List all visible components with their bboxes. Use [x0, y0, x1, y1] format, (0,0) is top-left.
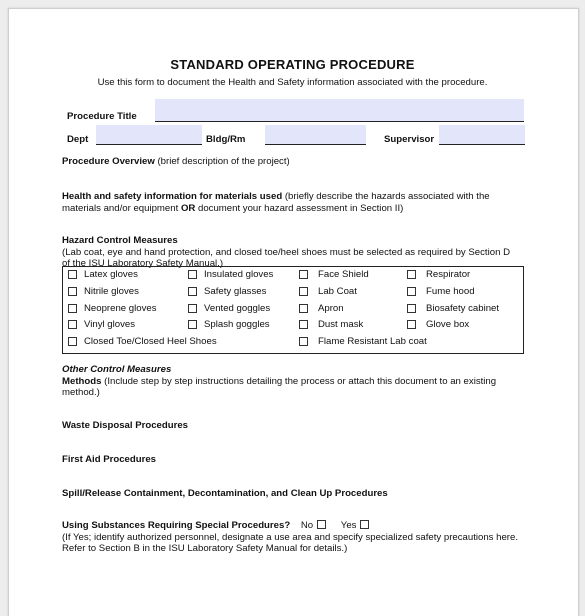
spill-label: Spill/Release Containment, Decontamination, and Clean Up Procedures [62, 488, 388, 499]
checkbox-label: Flame Resistant Lab coat [318, 336, 427, 347]
overview-label: Procedure Overview [62, 156, 155, 167]
first-aid-label: First Aid Procedures [62, 454, 157, 465]
bldg-field[interactable] [265, 125, 366, 145]
checkbox-label: Safety glasses [204, 286, 267, 297]
hazard-label: Hazard Control Measures [62, 235, 178, 246]
waste-section [62, 420, 188, 432]
methods-label: Methods [62, 375, 102, 387]
no-label: No [300, 520, 314, 531]
checkbox-label: Apron [318, 303, 344, 314]
health-label: Health and safety information for materials used [62, 191, 283, 202]
health-section [62, 191, 532, 214]
hazard-section-header [62, 235, 532, 270]
first-aid-section [62, 454, 156, 466]
special-label: Using Substances Requiring Special Procedures? [62, 520, 291, 531]
checkbox-label: Lab Coat [318, 286, 357, 297]
checkbox-vinyl-gloves[interactable] [68, 320, 77, 329]
checkbox-label: Vinyl gloves [84, 319, 136, 330]
hazard-hint-1: (Lab coat, eye and hand protection, and closed toe/heel shoes must be selected as required by Section D [62, 246, 510, 258]
checkbox-label: Nitrile gloves [84, 286, 139, 297]
special-hint-1: (If Yes; identify authorized personnel, designate a use area and specify specialized safety precautions here. [62, 531, 518, 543]
yes-label: Yes [340, 520, 357, 531]
checkbox-closed-toe-shoes[interactable] [68, 337, 77, 346]
checkbox-flame-resistant-lab-coat[interactable] [299, 337, 308, 346]
checkbox-label: Latex gloves [84, 269, 138, 280]
other-controls-label: Other Control Measures [62, 364, 172, 375]
checkbox-glove-box[interactable] [407, 320, 416, 329]
dept-label: Dept [67, 134, 89, 145]
dept-field[interactable] [96, 125, 202, 145]
checkbox-label: Splash goggles [204, 319, 270, 330]
checkbox-vented-goggles[interactable] [188, 304, 197, 313]
checkbox-label: Closed Toe/Closed Heel Shoes [84, 336, 217, 347]
page-subtitle: Use this form to document the Health and Safety information associated with the procedure. [97, 77, 488, 88]
checkbox-label: Insulated gloves [204, 269, 274, 280]
supervisor-field[interactable] [439, 125, 525, 145]
checkbox-yes[interactable] [360, 520, 369, 529]
checkbox-label: Fume hood [426, 286, 475, 297]
overview-hint: (brief description of the project) [157, 156, 290, 167]
health-hint-line2-end: document your hazard assessment in Section II) [198, 202, 404, 214]
methods-hint: (Include step by step instructions detailing the process or attach this document to an existing [104, 375, 497, 387]
special-procedures-section [62, 520, 542, 555]
bldg-label: Bldg/Rm [206, 134, 246, 145]
methods-hint-2: method.) [62, 387, 100, 398]
checkbox-lab-coat[interactable] [299, 287, 308, 296]
health-hint-line2: materials and/or equipment [62, 202, 179, 214]
checkbox-label: Glove box [426, 319, 470, 330]
health-hint: (briefly describe the hazards associated with the [284, 191, 490, 202]
checkbox-label: Biosafety cabinet [426, 303, 500, 314]
checkbox-nitrile-gloves[interactable] [68, 287, 77, 296]
checkbox-label: Respirator [426, 269, 471, 280]
checkbox-no[interactable] [317, 520, 326, 529]
checkbox-safety-glasses[interactable] [188, 287, 197, 296]
checkbox-biosafety-cabinet[interactable] [407, 304, 416, 313]
page-title: STANDARD OPERATING PROCEDURE [170, 57, 415, 72]
health-or: OR [180, 202, 196, 214]
checkbox-dust-mask[interactable] [299, 320, 308, 329]
checkbox-respirator[interactable] [407, 270, 416, 279]
checkbox-label: Neoprene gloves [84, 303, 157, 314]
supervisor-label: Supervisor [384, 134, 435, 145]
waste-label: Waste Disposal Procedures [62, 420, 189, 431]
checkbox-splash-goggles[interactable] [188, 320, 197, 329]
checkbox-neoprene-gloves[interactable] [68, 304, 77, 313]
checkbox-insulated-gloves[interactable] [188, 270, 197, 279]
procedure-title-label: Procedure Title [67, 111, 137, 122]
hazard-hint-2: of the ISU Laboratory Safety Manual.) [62, 258, 224, 269]
checkbox-latex-gloves[interactable] [68, 270, 77, 279]
checkbox-apron[interactable] [299, 304, 308, 313]
special-hint-2: Refer to Section B in the ISU Laboratory Safety Manual for details.) [62, 543, 348, 554]
overview-section [62, 156, 290, 168]
checkbox-fume-hood[interactable] [407, 287, 416, 296]
procedure-title-field[interactable] [155, 99, 524, 122]
checkbox-label: Dust mask [318, 319, 364, 330]
checkbox-label: Face Shield [318, 269, 369, 280]
spill-section [62, 488, 388, 500]
other-controls-section [62, 364, 537, 399]
checkbox-label: Vented goggles [204, 303, 271, 314]
checkbox-face-shield[interactable] [299, 270, 308, 279]
